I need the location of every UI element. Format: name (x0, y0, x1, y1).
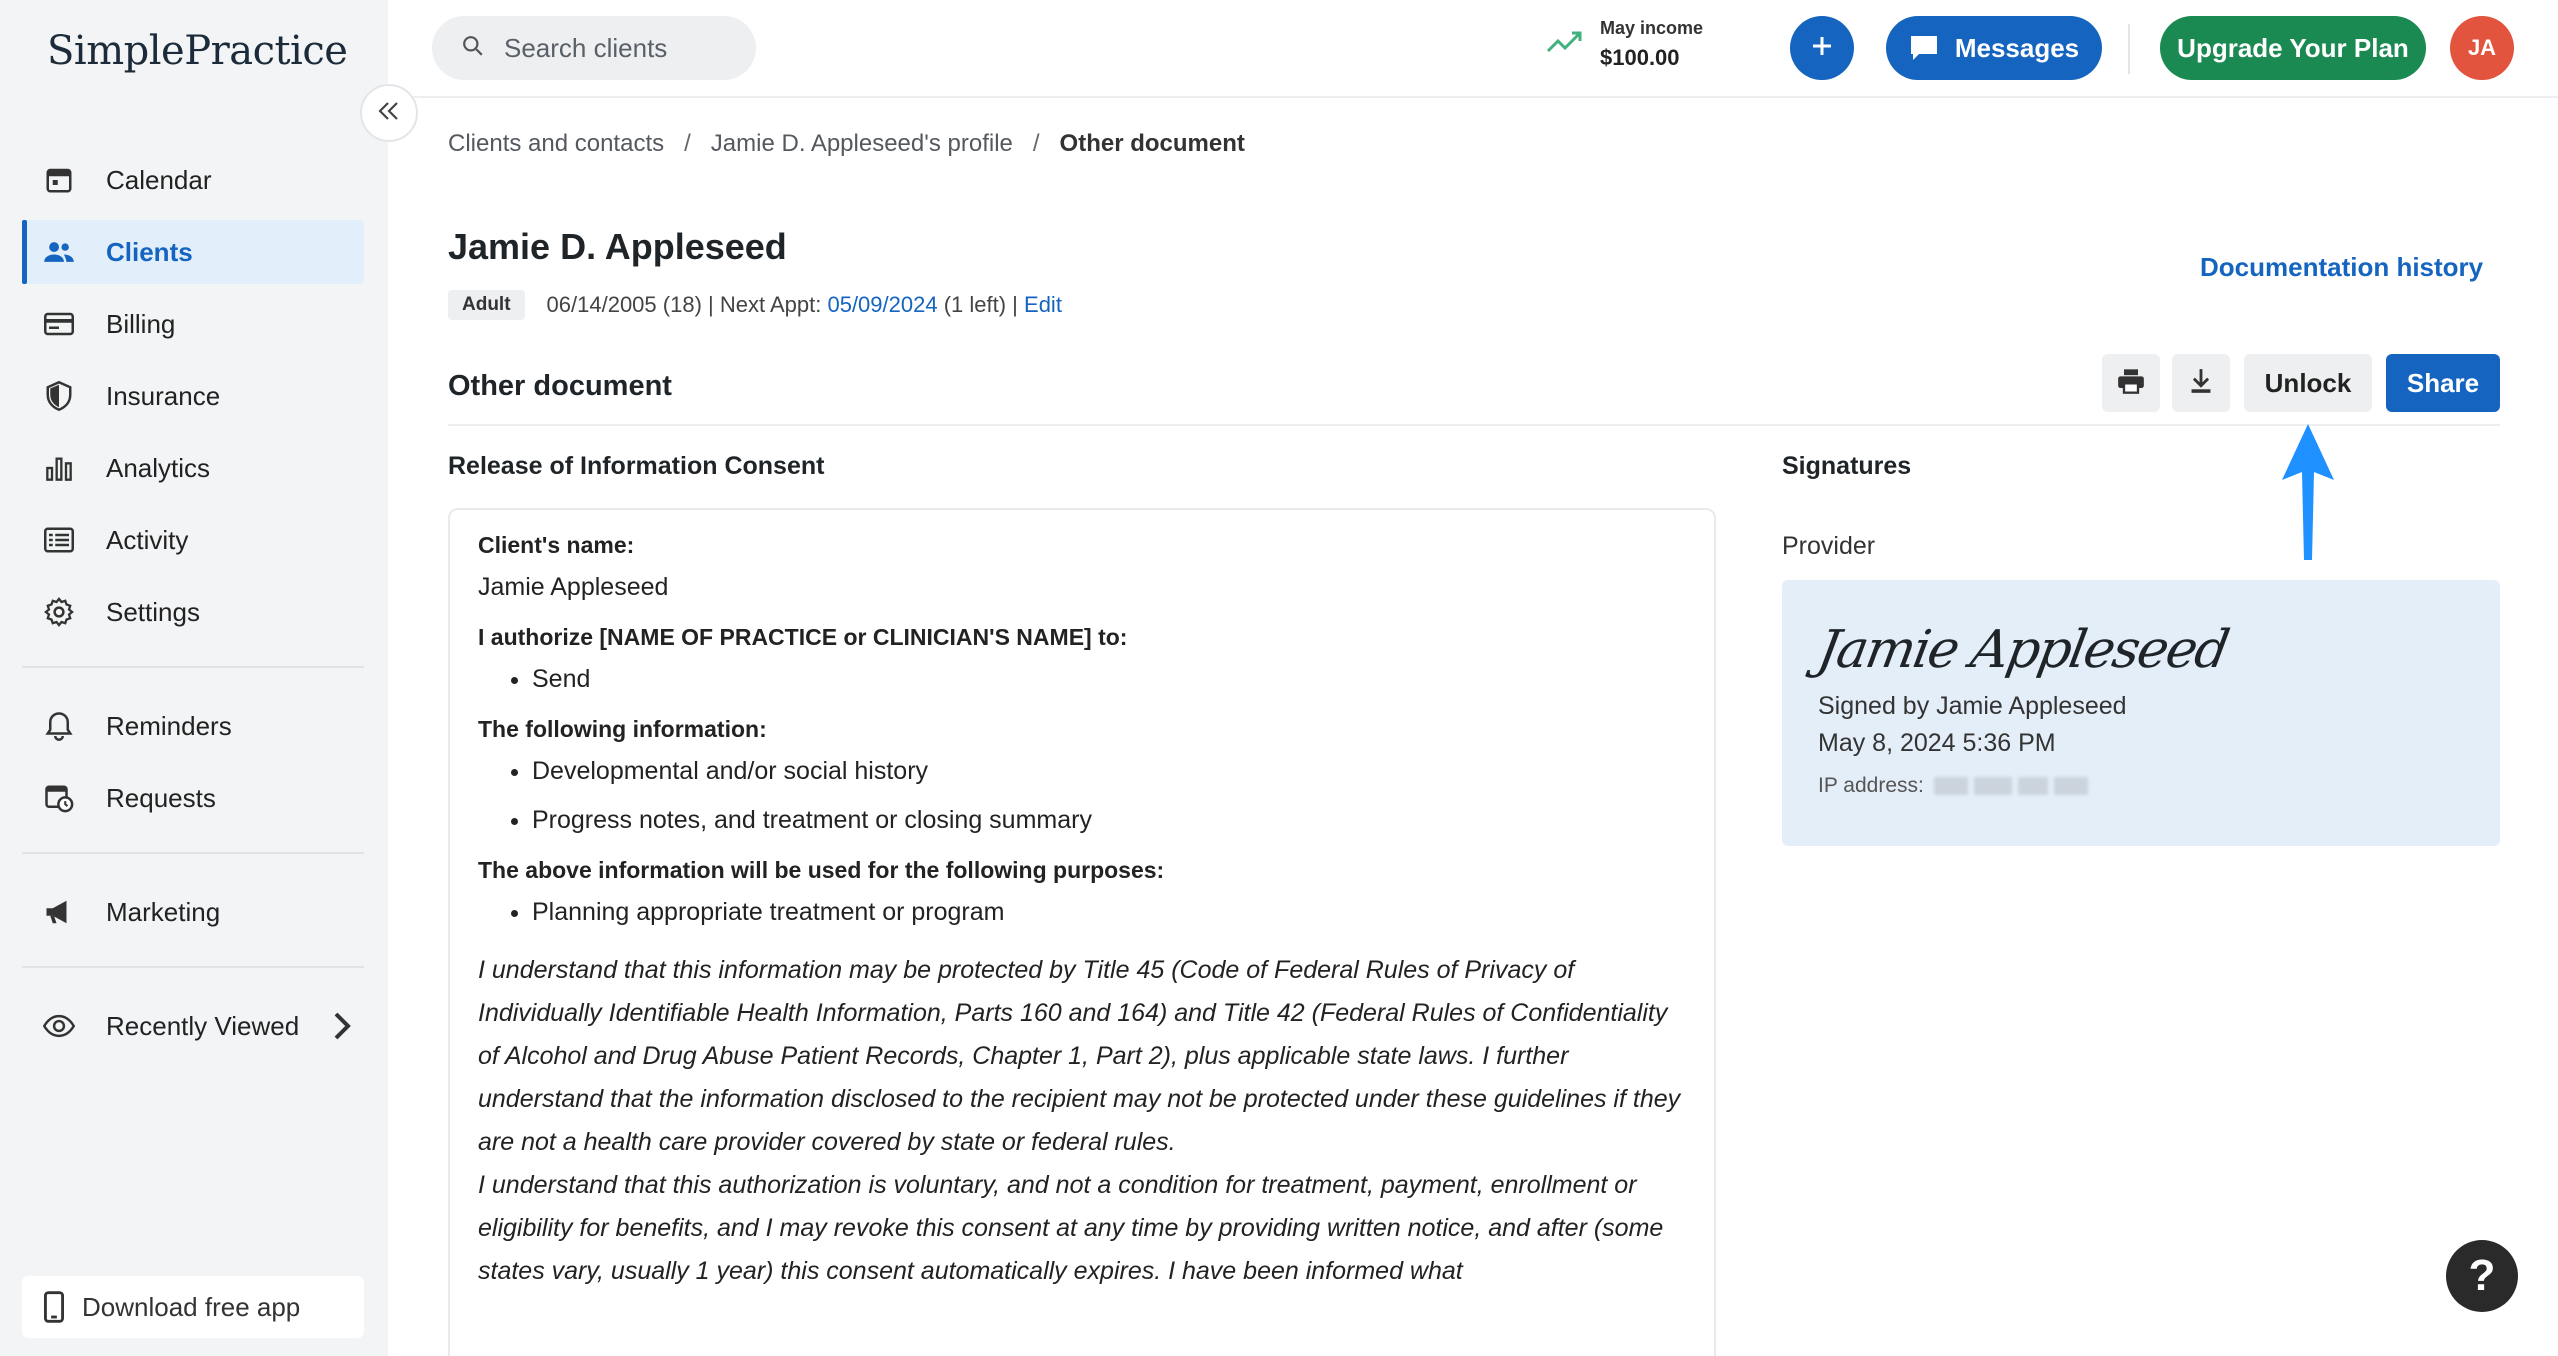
list-icon (42, 523, 76, 557)
breadcrumb-separator: / (1032, 130, 1040, 157)
sidebar-item-reminders[interactable] (22, 694, 364, 758)
messages-button[interactable] (1886, 16, 2102, 80)
sidebar-item-activity[interactable] (22, 508, 364, 572)
share-button[interactable]: Share (2386, 354, 2500, 412)
sidebar-item-label: Billing (106, 308, 176, 339)
form-content (448, 508, 1716, 1356)
edit-client-link[interactable]: Edit (1024, 292, 1062, 317)
main-nav (22, 148, 364, 1066)
sidebar-item-label: Requests (106, 782, 216, 813)
sidebar-item-label: Insurance (106, 380, 221, 411)
calendar-icon (42, 163, 76, 197)
consent-paragraph-privacy: I understand that this information may be protected by Title 45 (Code of Federal Rules of Privacy of Individually Identifiable Health Information, Parts 160 and 164) and Title 42 (Federal Rules of Confidentiality of Alcohol and Drug Abuse Patient Records, Chapter 1, Part 2), plus applicable state laws. I further understand that the information disclosed to the recipient may not be protected under these guidelines if they are not a health care provider covered by state or federal rules. (478, 956, 1681, 1156)
unlock-button[interactable]: Unlock (2244, 354, 2372, 412)
sidebar-item-insurance[interactable] (22, 364, 364, 428)
question-information: The following information: (478, 716, 767, 742)
sidebar (0, 0, 388, 1356)
answer-client-name: Jamie Appleseed (478, 573, 669, 601)
download-button[interactable] (2172, 354, 2230, 412)
sidebar-item-label: Reminders (106, 710, 232, 741)
sidebar-item-label: Recently Viewed (106, 1010, 300, 1041)
megaphone-icon (42, 895, 76, 929)
clients-icon (42, 235, 76, 269)
plus-icon (1810, 34, 1834, 63)
question-purposes: The above information will be used for the following purposes: (478, 857, 1165, 883)
nav-divider (22, 966, 364, 968)
client-meta (448, 290, 1062, 320)
download-icon (2189, 368, 2213, 399)
ip-address-row (1818, 774, 2464, 798)
client-dob: 06/14/2005 (18) | Next Appt: (546, 292, 822, 317)
signatures-title: Signatures (1782, 452, 1912, 480)
download-app-button[interactable] (22, 1276, 364, 1338)
nav-divider (22, 852, 364, 854)
add-new-button[interactable] (1790, 16, 1854, 80)
breadcrumb-separator: / (684, 130, 691, 157)
question-authorize: I authorize [NAME OF PRACTICE or CLINICIAN'S NAME] to: (478, 624, 1128, 650)
income-label: May income (1600, 18, 1704, 38)
annotation-arrow-icon (2278, 420, 2338, 569)
sidebar-item-settings[interactable] (22, 580, 364, 644)
bell-icon (42, 709, 76, 743)
avatar[interactable]: JA (2450, 16, 2514, 80)
top-divider (2128, 24, 2130, 74)
gear-icon (42, 595, 76, 629)
nav-divider (22, 666, 364, 668)
messages-label: Messages (1954, 32, 2080, 63)
sidebar-item-label: Clients (106, 236, 193, 267)
breadcrumb (448, 130, 1245, 158)
list-item: • Send (532, 665, 1686, 694)
signed-timestamp: May 8, 2024 5:36 PM (1818, 729, 2056, 757)
sidebar-item-label: Marketing (106, 896, 221, 927)
collapse-sidebar-button[interactable] (360, 84, 418, 142)
help-button[interactable]: ? (2446, 1240, 2518, 1312)
print-icon (2117, 368, 2145, 399)
income-value: $100.00 (1600, 45, 1680, 70)
upgrade-plan-button[interactable]: Upgrade Your Plan (2160, 16, 2426, 80)
sidebar-item-recently-viewed[interactable] (22, 994, 364, 1058)
income-widget[interactable] (1546, 18, 1703, 71)
billing-icon (42, 307, 76, 341)
client-name: Jamie D. Appleseed (448, 226, 787, 267)
sidebar-item-label: Analytics (106, 452, 211, 483)
provider-label: Provider (1782, 532, 1876, 560)
trend-up-icon (1546, 29, 1584, 60)
breadcrumb-client-profile[interactable]: Jamie D. Appleseed's profile (710, 130, 1013, 157)
calendar-clock-icon (42, 781, 76, 815)
sidebar-item-requests[interactable] (22, 766, 364, 830)
breadcrumb-clients-contacts[interactable]: Clients and contacts (448, 130, 665, 157)
chat-icon (1909, 34, 1939, 62)
authorize-list (532, 665, 1686, 694)
chevron-right-icon (330, 1012, 354, 1047)
search-input[interactable] (504, 33, 744, 64)
information-list (532, 757, 1686, 835)
list-item: • Developmental and/or social history (532, 757, 1686, 786)
double-chevron-left-icon (377, 100, 401, 127)
question-client-name: Client's name: (478, 532, 635, 558)
search-box[interactable] (432, 16, 756, 80)
consent-paragraph-voluntary: I understand that this authorization is voluntary, and not a condition for treatment, payment, enrollment or eligibility for benefits, and I may revoke this consent at any time by providing written notice, and after (some states vary, usually 1 year) this consent automatically expires. I have been informed what (478, 1171, 1664, 1285)
signature-image: Jamie Appleseed (1813, 620, 2232, 680)
client-type-badge: Adult (448, 290, 525, 320)
section-divider (448, 424, 2500, 426)
search-icon (462, 35, 484, 62)
appt-left: (1 left) | (943, 292, 1018, 317)
eye-icon (42, 1009, 76, 1043)
ip-address-redacted (1934, 777, 2088, 795)
sidebar-item-clients[interactable] (22, 220, 364, 284)
sidebar-item-analytics[interactable] (22, 436, 364, 500)
sidebar-item-billing[interactable] (22, 292, 364, 356)
top-bar (388, 0, 2558, 98)
phone-icon (44, 1291, 64, 1323)
download-app-label: Download free app (82, 1291, 301, 1322)
sidebar-item-label: Calendar (106, 164, 212, 195)
sidebar-item-calendar[interactable] (22, 148, 364, 212)
print-button[interactable] (2102, 354, 2160, 412)
form-title: Release of Information Consent (448, 452, 825, 480)
document-section-title: Other document (448, 370, 672, 402)
purposes-list (532, 898, 1686, 927)
sidebar-item-label: Settings (106, 596, 200, 627)
list-item: • Progress notes, and treatment or closing summary (532, 806, 1686, 835)
bar-chart-icon (42, 451, 76, 485)
app-logo[interactable]: SimplePractice (47, 28, 348, 74)
documentation-history-link[interactable]: Documentation history (2200, 252, 2484, 282)
list-item: • Planning appropriate treatment or program (532, 898, 1686, 927)
sidebar-item-label: Activity (106, 524, 189, 555)
ip-address-label: IP address: (1818, 774, 1924, 797)
signed-by: Signed by Jamie Appleseed (1818, 692, 2127, 720)
next-appt-link[interactable]: 05/09/2024 (827, 292, 938, 317)
breadcrumb-current: Other document (1059, 130, 1245, 157)
shield-icon (42, 379, 76, 413)
provider-signature-card (1782, 580, 2500, 846)
sidebar-item-marketing[interactable] (22, 880, 364, 944)
